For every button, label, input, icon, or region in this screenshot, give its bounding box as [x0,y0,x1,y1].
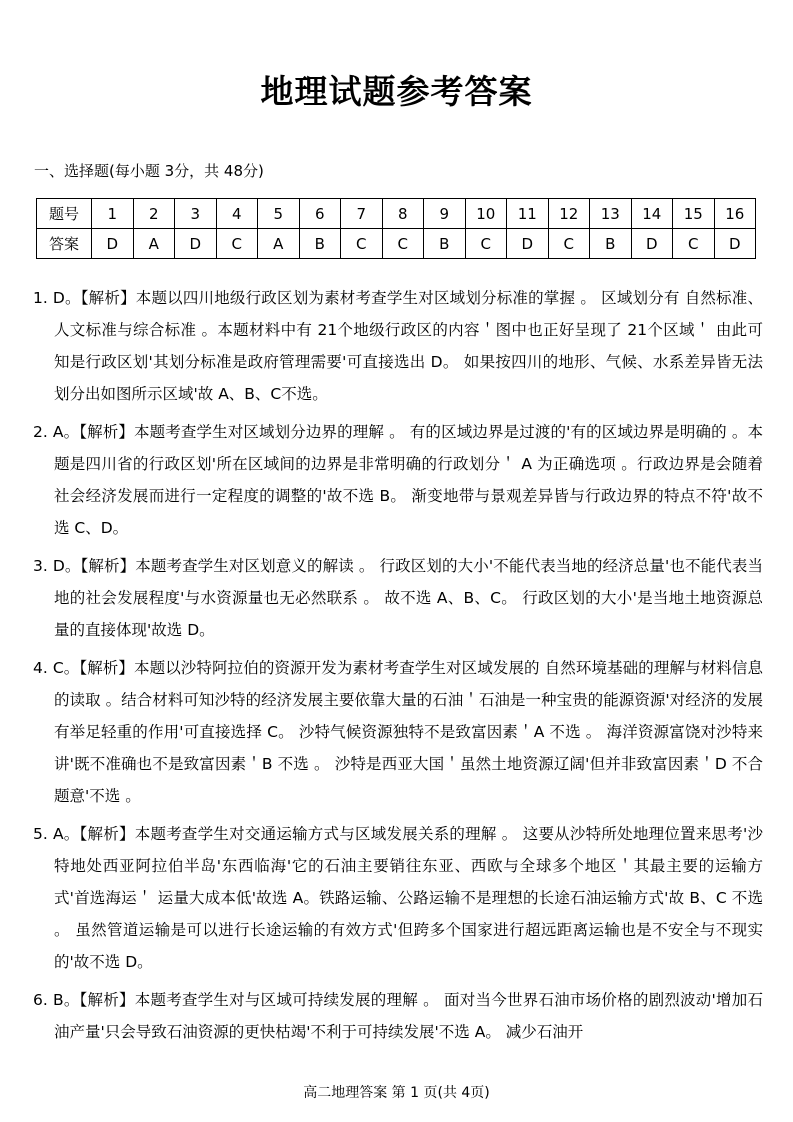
answer-cell: D [92,229,134,259]
explanation-item-6: 6. B。【解析】本题考查学生对与区域可持续发展的理解 。 面对当今世界石油市场价格的剧烈波动'增加石油产量'只会导致石油资源的更快枯竭'不利于可持续发展'不选 A。 减少石油开 [33,991,763,1041]
question-number: 9 [424,199,466,229]
answer-cell: D [507,229,549,259]
question-number: 15 [673,199,715,229]
question-number: 4 [216,199,258,229]
question-number: 5 [258,199,300,229]
answer-cell: C [382,229,424,259]
answer-cell: B [590,229,632,259]
question-number: 11 [507,199,549,229]
explanation-item-4: 4. C。【解析】本题以沙特阿拉伯的资源开发为素材考查学生对区域发展的 自然环境基础的理解与材料信息的读取 。结合材料可知沙特的经济发展主要依靠大量的石油＇石油是一种宝贵的能源资源'对经济的发展有举足轻重的作用'可直接选择 C。 沙特气候资源独特不是致富因素＇A 不选 。 海洋资源富饶对沙特来讲'既不准确也不是致富因素＇B 不选 。 沙特是西亚大国＇虽然土地资源辽阔'但并非致富因素＇D 不合题意'不选 。 [33,659,763,805]
question-number: 13 [590,199,632,229]
answer-cell: A [258,229,300,259]
row-label-answer: 答案 [37,229,92,259]
page-footer: 高二地理答案 第 1 页(共 4页) [303,1085,490,1101]
question-number: 12 [548,199,590,229]
explanation-item-5: 5. A。【解析】本题考查学生对交通运输方式与区域发展关系的理解 。 这要从沙特所处地理位置来思考'沙特地处西亚阿拉伯半岛'东西临海'它的石油主要销往东亚、西欧与全球多个地区＇其最主要的运输方式'首选海运＇ 运量大成本低'故选 A。铁路运输、公路运输不是理想的长途石油运输方式'故 B、C 不选 。 虽然管道运输是可以进行长途运输的有效方式'但跨多个国家进行超远距离运输也是不安全与不现实的'故不选 D。 [33,825,763,971]
number-row [37,199,756,229]
answer-cell: D [714,229,756,259]
answer-cell: D [175,229,217,259]
answer-cell: C [548,229,590,259]
question-number: 16 [714,199,756,229]
question-number: 2 [133,199,175,229]
answer-cell: B [299,229,341,259]
answer-cell: A [133,229,175,259]
page-title: 地理试题参考答案 [260,72,533,111]
question-number: 8 [382,199,424,229]
answer-cell: C [673,229,715,259]
explanation-list [33,282,763,1054]
answer-cell: B [424,229,466,259]
answer-cell: C [465,229,507,259]
section-heading: 一、选择题(每小题 3分，共 48分) [34,162,264,180]
answer-cell: C [341,229,383,259]
answer-table [36,198,756,259]
question-number: 14 [631,199,673,229]
explanation-item-1: 1. D。【解析】本题以四川地级行政区划为素材考查学生对区域划分标准的掌握 。 区域划分有 自然标准、人文标准与综合标准 。本题材料中有 21个地级行政区的内容＇图中也正好呈现了 21个区域＇ 由此可知是行政区划'其划分标准是政府管理需要'可直接选出 D。 如果按四川的地形、气候、水系差异皆无法划分出如图所示区域'故 A、B、C不选。 [33,289,763,403]
explanation-item-3: 3. D。【解析】本题考查学生对区划意义的解读 。 行政区划的大小'不能代表当地的经济总量'也不能代表当地的社会发展程度'与水资源量也无必然联系 。 故不选 A、B、C。 行政区划的大小'是当地土地资源总量的直接体现'故选 D。 [33,557,763,639]
answer-cell: C [216,229,258,259]
question-number: 1 [92,199,134,229]
question-number: 10 [465,199,507,229]
answer-row [37,229,756,259]
question-number: 3 [175,199,217,229]
question-number: 7 [341,199,383,229]
answer-cell: D [631,229,673,259]
question-number: 6 [299,199,341,229]
row-label-number: 题号 [37,199,92,229]
explanation-item-2: 2. A。【解析】本题考查学生对区域划分边界的理解 。 有的区域边界是过渡的'有的区域边界是明确的 。本题是四川省的行政区划'所在区域间的边界是非常明确的行政划分＇ A 为正确选项 。行政边界是会随着社会经济发展而进行一定程度的调整的'故不选 B。 渐变地带与景观差异皆与行政边界的特点不符'故不选 C、D。 [33,423,763,537]
